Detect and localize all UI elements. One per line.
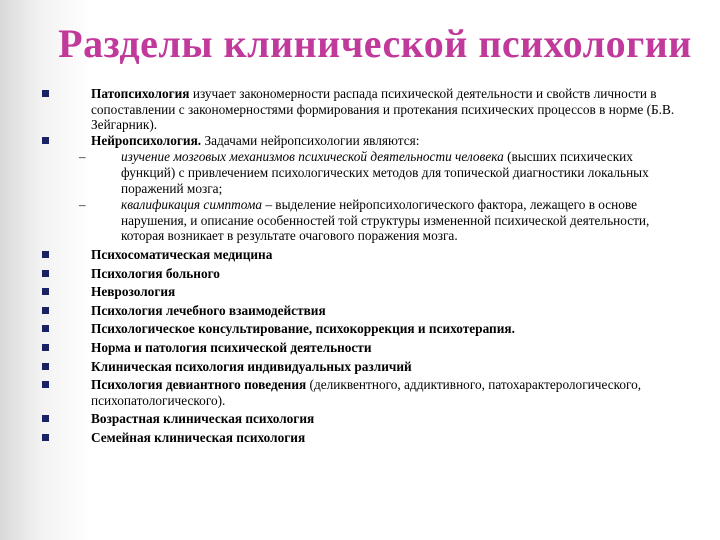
item-term: Клиническая психология индивидуальных различий <box>91 358 412 374</box>
square-bullet-icon <box>42 344 49 351</box>
square-bullet-icon <box>42 270 49 277</box>
sub-item-emphasis: квалификация симптома <box>121 197 262 213</box>
item-text: (деликвентного, аддиктивного, патохарактерологического, психопатологического). <box>91 377 642 408</box>
list-item <box>0 411 720 427</box>
list-item <box>0 247 720 263</box>
square-bullet-icon <box>42 325 49 332</box>
list-item <box>0 266 720 282</box>
item-term: Психология девиантного поведения <box>91 377 307 393</box>
item-term: Неврозология <box>91 284 176 300</box>
list-item <box>0 133 720 149</box>
list-item <box>0 359 720 375</box>
item-term: Психосоматическая медицина <box>91 246 273 262</box>
slide-title: Разделы клинической психологии <box>58 21 692 66</box>
sub-item-emphasis: изучение мозговых механизмов психической деятельности человека <box>121 149 504 165</box>
item-term: Психология лечебного взаимодействия <box>91 302 326 318</box>
square-bullet-icon <box>42 137 49 144</box>
square-bullet-icon <box>42 415 49 422</box>
dash-marker: – <box>79 149 86 165</box>
sub-list-item <box>0 149 720 196</box>
item-term: Психология больного <box>91 265 220 281</box>
sub-item-text: (высших психических функций) с привлечением психологических методов для топической диагностики локальных поражений мозга; <box>121 149 649 196</box>
item-text: Задачами нейропсихологии являются: <box>201 132 420 148</box>
dash-marker: – <box>79 197 86 213</box>
item-term: Психологическое консультирование, психокоррекция и психотерапия. <box>91 321 515 337</box>
list-item <box>0 377 720 408</box>
bullet-list <box>0 86 720 445</box>
list-item <box>0 303 720 319</box>
item-term: Патопсихология <box>91 86 190 101</box>
item-term: Возрастная клиническая психология <box>91 411 315 427</box>
item-term: Семейная клиническая психология <box>91 429 306 445</box>
square-bullet-icon <box>42 363 49 370</box>
square-bullet-icon <box>42 90 49 97</box>
square-bullet-icon <box>42 288 49 295</box>
list-item <box>0 321 720 337</box>
sub-list-item <box>0 197 720 244</box>
square-bullet-icon <box>42 307 49 314</box>
item-text: изучает закономерности распада психической деятельности и свойств личности в сопоставлении с закономерностями формирования и протекания психических процессов в норме (Б.В. Зейгарник). <box>91 86 675 133</box>
list-item <box>0 430 720 446</box>
square-bullet-icon <box>42 434 49 441</box>
list-item <box>0 284 720 300</box>
item-term: Норма и патология психической деятельности <box>91 339 372 355</box>
square-bullet-icon <box>42 251 49 258</box>
square-bullet-icon <box>42 381 49 388</box>
list-item <box>0 86 720 133</box>
list-item <box>0 340 720 356</box>
item-term: Нейропсихология. <box>91 132 202 148</box>
sub-item-text: – выделение нейропсихологического фактора, лежащего в основе нарушения, и описание особенностей той структуры измененной психической деятельности, которая возникает в результате очагового поражения мозга. <box>121 197 650 244</box>
